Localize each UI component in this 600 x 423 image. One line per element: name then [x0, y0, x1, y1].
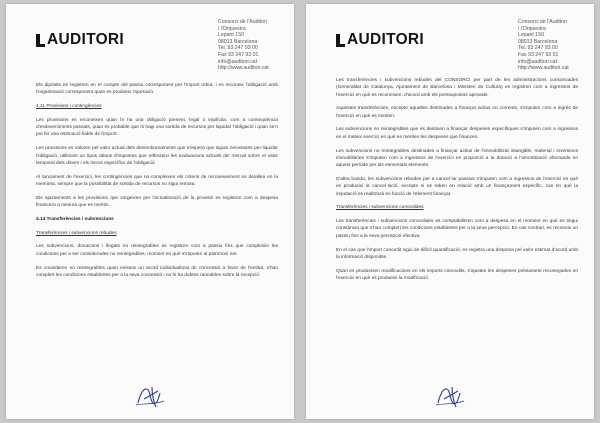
logo-mark-icon [336, 34, 340, 47]
address-line: i l'Orquestra [218, 25, 246, 32]
paragraph: Les provisions es valoren pel valor actual dels desemborsaments que s'espera que siguin necessaris per liquidar l'obligació, utilitzant un tipus abans d'impostos que reflecteixi les avaluacions actuals del mercat sobre el valor temporal dels diners i els riscos específics de l'obligació. [36, 146, 278, 166]
paragraph: Les provisions es reconeixen quan hi ha una obligació present, legal o implícita, com a conseqüència d'esdeveniments passats, quan és probable que hi hagi una sortida de recursos per liquidar l'obligació i quan se'n pot fer una estimació fiable de l'import. [36, 117, 278, 138]
address-line: Consorci de l'Auditori [518, 19, 567, 25]
company-address [518, 19, 578, 72]
paragraph: En el cas que l'import concedit sigui de difícil quantificació, es registra una despesa pel valor estimat d'acord amb la informació disponible. [336, 247, 578, 260]
right-page-body [336, 77, 578, 289]
paragraph: Quan es produeixen modificacions en els imports concedits, s'ajusten les despeses prèviament reconegudes en l'exercici en què es produeixi la modificació. [336, 268, 578, 281]
company-logo [36, 31, 124, 49]
address-line: info@auditori.cat [218, 58, 258, 65]
left-page-body [36, 82, 278, 286]
address-line: Tel. 93 247 93 00 [518, 45, 558, 52]
paragraph: Es consideren no reintegrables quan existeix un acord individualitzat de concessió a favor de l'entitat, s'han complert les condicions establertes per a la seva concessió i no hi ha dubtes raonables sobre la recepció. [36, 265, 278, 278]
subsection-heading: Transferències i subvencions rebudes [36, 230, 117, 236]
paragraph: Les transferències i subvencions concedides es comptabilitzen com a despesa en el moment en què es tingui constància que s'han complert les condicions establertes per a la seva percepció. En cas contrari, es reconeix un passiu fins a la seva percepció efectiva. [336, 219, 578, 239]
company-logo [336, 31, 424, 49]
address-line: Fax 93 247 93 01 [518, 51, 559, 58]
left-page [6, 4, 294, 419]
address-line: 08013 Barcelona [518, 38, 558, 45]
logo-text: AUDITORI [47, 31, 125, 48]
company-address [218, 19, 278, 72]
address-line: Lepant 150 [518, 32, 544, 39]
subsection-heading: Transferències i subvencions concedides [336, 205, 424, 211]
logo-mark-icon [36, 34, 40, 47]
paragraph: Els ajustaments a les provisions que sorgeixen per l'actualització de la provisió es registren com a despesa financera a mesura que es meritin. [36, 195, 278, 209]
address-line: i l'Orquestra [518, 25, 546, 32]
signature-icon [430, 381, 470, 411]
address-line: 08013 Barcelona [218, 38, 258, 45]
address-line: http://www.auditori.cat [518, 65, 569, 72]
paragraph: Les subvencions, donacions i llegats no reintegrables es registren com a passiu fins que compleixin les condicions per a ser considerades no reintegrables, moment en què s'imputen al patrimoni net. [36, 244, 278, 257]
address-line: Lepant 150 [218, 32, 244, 39]
paragraph: Les subvencions no reintegrables que es destinen a finançar despeses específiques s'imputen com a ingressos en el mateix exercici en què es meriten les despeses que financen. [336, 127, 578, 140]
address-line: Tel. 93 247 93 00 [218, 45, 258, 52]
right-page [306, 4, 594, 419]
logo-text: AUDITORI [347, 31, 425, 48]
address-line: http://www.auditori.cat [218, 65, 269, 72]
address-line: Fax 93 247 93 01 [218, 51, 259, 58]
paragraph: Aquestes transferències, excepte aquelles destinades a finançar actius no corrents, s'imputen com a ingrés de l'exercici en què es meriten. [336, 106, 578, 119]
subsection-heading: 4.11 Provisions i contingències [36, 104, 102, 110]
section-heading: 4.14 Transferències i subvencions [36, 216, 114, 222]
paragraph: D'altra banda, les subvencions rebudes per a cancel·lar passius s'imputen com a ingressos de l'exercici en què es produeixi la cancel·lació, excepte si es reben en relació amb un finançament específic, cas en què la imputació es realitzarà en funció de l'element finançat. [336, 176, 578, 197]
paragraph: Els dipòsits es registren en el compte del passiu corresponent per l'import rebut, i es reconeix l'obligació amb l'organització corresponent quan es produeix l'operació. [36, 83, 278, 96]
paragraph: Les subvencions no reintegrables destinades a finançar actius de l'immobilitzat intangible, material i inversions immobiliàries s'imputen com a ingressos de l'exercici en proporció a la dotació a l'amortització efectuada en aquest període per als esmentats elements. [336, 148, 578, 169]
address-line: info@auditori.cat [518, 58, 558, 65]
paragraph: Les transferències i subvencions rebudes del CONSORCI per part de les administracions consorciades (Generalitat de Catalunya, Ajuntament de Barcelona i Ministeri de Cultura) es registren com a ingressos de l'exercici en què es reconeixen, d'acord amb els pressupostos aprovats. [336, 78, 578, 98]
signature-icon [130, 381, 170, 411]
address-line: Consorci de l'Auditori [218, 19, 267, 25]
paragraph: Al tancament de l'exercici, les contingències que no compleixen els criteris de reconeixement es detallen en la memòria, sempre que la possibilitat de sortida de recursos no sigui remota. [36, 174, 278, 187]
